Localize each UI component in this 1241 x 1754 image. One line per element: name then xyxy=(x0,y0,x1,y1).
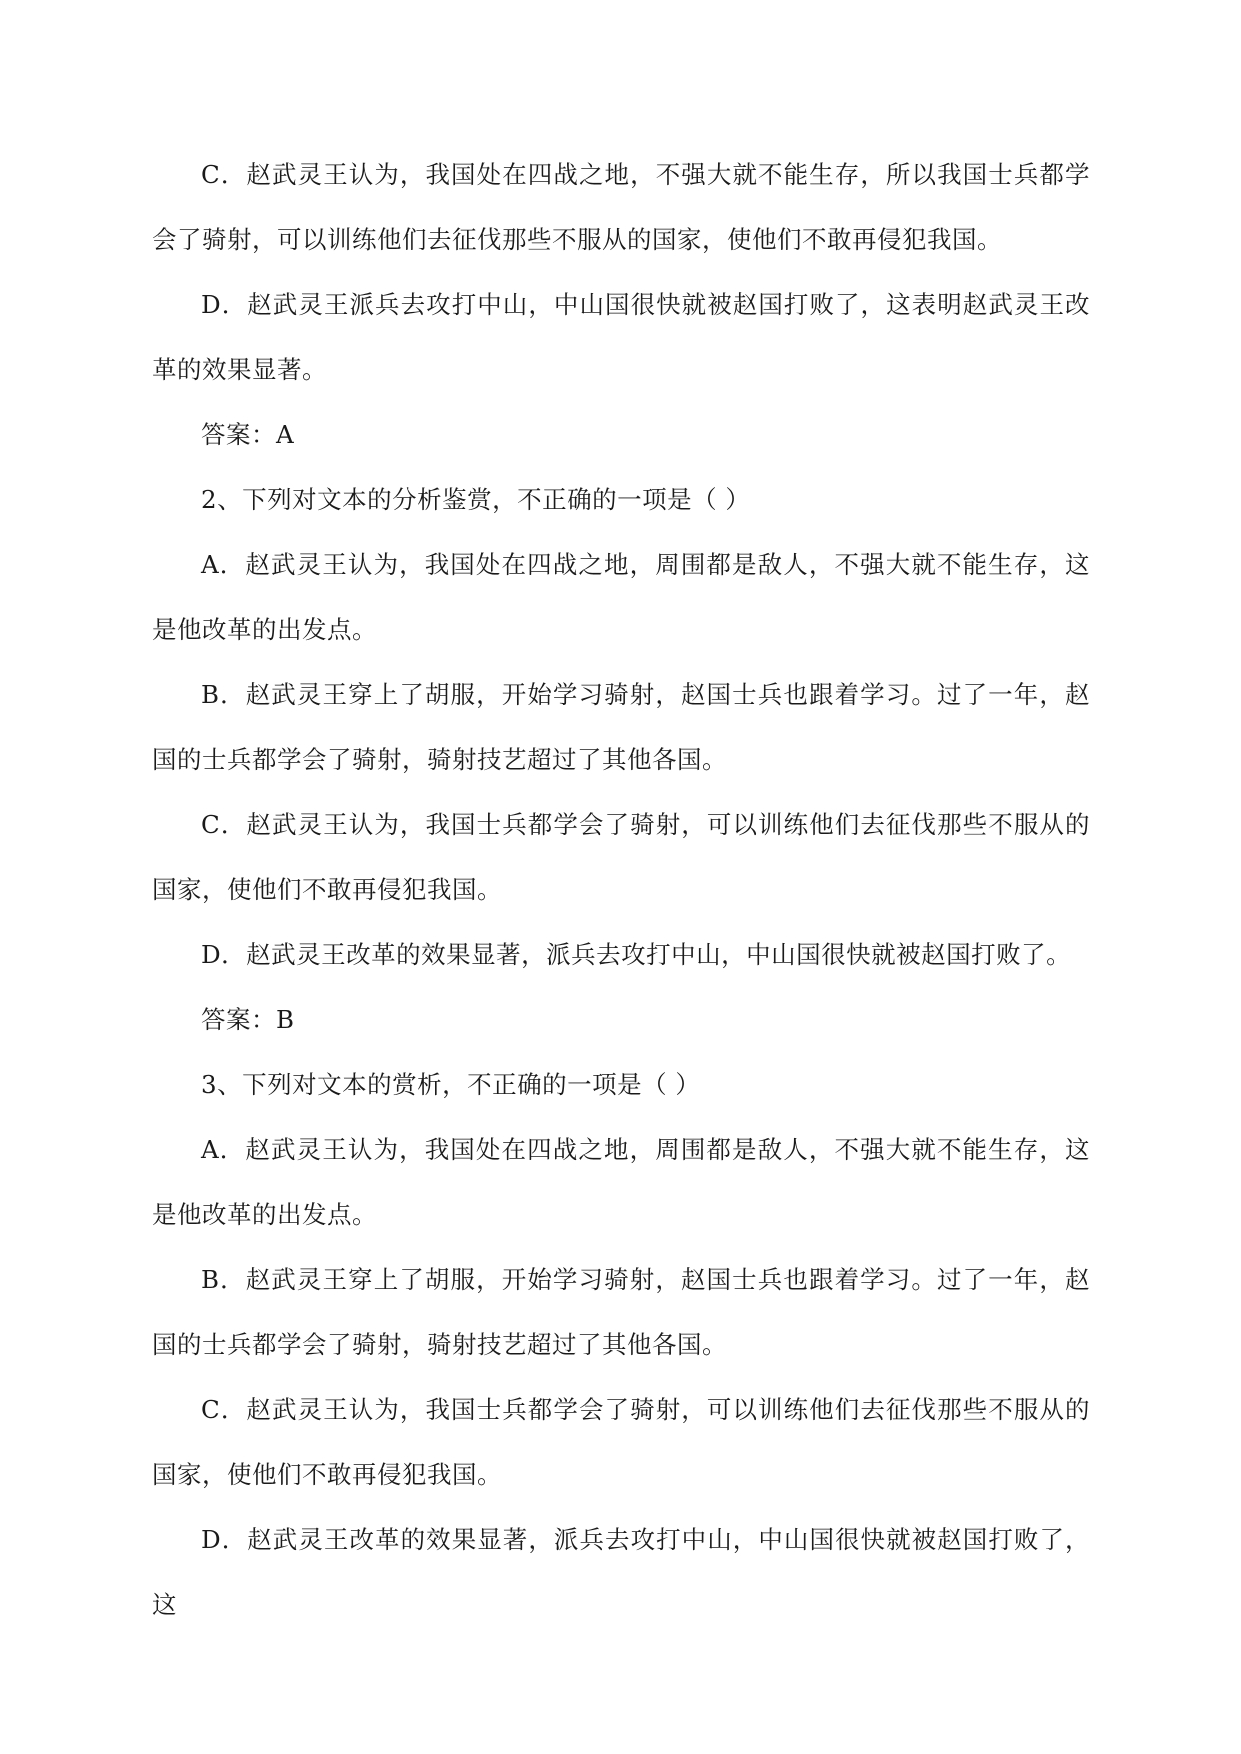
option-a-q3: A．赵武灵王认为，我国处在四战之地，周围都是敌人，不强大就不能生存，这是他改革的出发点。 xyxy=(152,1135,1090,1229)
option-b-q3: B．赵武灵王穿上了胡服，开始学习骑射，赵国士兵也跟着学习。过了一年，赵国的士兵都学会了骑射，骑射技艺超过了其他各国。 xyxy=(152,1265,1090,1359)
answer-q2: 答案：B xyxy=(201,1005,295,1034)
option-d-q1: D．赵武灵王派兵去攻打中山，中山国很快就被赵国打败了，这表明赵武灵王改革的效果显著。 xyxy=(152,290,1090,384)
option-d-q2: D．赵武灵王改革的效果显著，派兵去攻打中山，中山国很快就被赵国打败了。 xyxy=(201,940,1072,969)
option-c-q1-continued: C．赵武灵王认为，我国处在四战之地，不强大就不能生存，所以我国士兵都学会了骑射，可以训练他们去征伐那些不服从的国家，使他们不敢再侵犯我国。 xyxy=(152,160,1090,254)
option-c-q3: C．赵武灵王认为，我国士兵都学会了骑射，可以训练他们去征伐那些不服从的国家，使他们不敢再侵犯我国。 xyxy=(152,1395,1090,1489)
option-c-q2: C．赵武灵王认为，我国士兵都学会了骑射，可以训练他们去征伐那些不服从的国家，使他们不敢再侵犯我国。 xyxy=(152,810,1090,904)
document-body xyxy=(152,142,1090,1637)
answer-q1: 答案：A xyxy=(201,420,295,449)
option-a-q2: A．赵武灵王认为，我国处在四战之地，周围都是敌人，不强大就不能生存，这是他改革的出发点。 xyxy=(152,550,1090,644)
question-2: 2、下列对文本的分析鉴赏，不正确的一项是（ ） xyxy=(201,485,751,514)
option-b-q2: B．赵武灵王穿上了胡服，开始学习骑射，赵国士兵也跟着学习。过了一年，赵国的士兵都学会了骑射，骑射技艺超过了其他各国。 xyxy=(152,680,1090,774)
option-d-q3: D．赵武灵王改革的效果显著，派兵去攻打中山，中山国很快就被赵国打败了，这 xyxy=(152,1525,1090,1619)
question-3: 3、下列对文本的赏析，不正确的一项是（ ） xyxy=(201,1070,701,1099)
